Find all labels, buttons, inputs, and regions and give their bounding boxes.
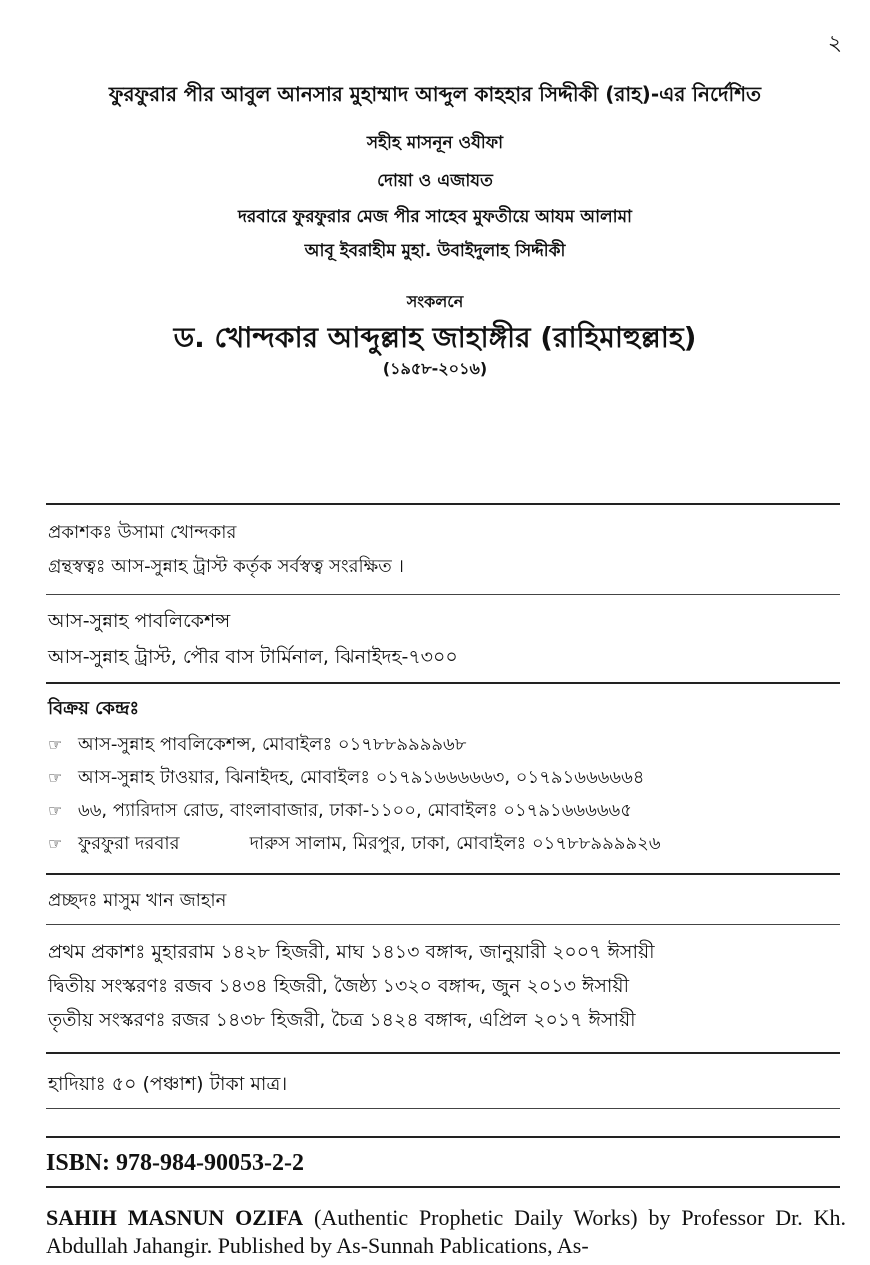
english-description (46, 1204, 846, 1260)
price-line: হাদিয়াঃ ৫০ (পঞ্চাশ) টাকা মাত্র। (48, 1073, 288, 1095)
sales-item (48, 763, 644, 794)
pir-name: আবূ ইবরাহীম মুহা. উবাইদুলাহ সিদ্দীকী (304, 241, 566, 261)
divider (46, 503, 840, 505)
pointing-hand-icon: ☞ (48, 768, 63, 787)
pointing-hand-icon: ☞ (48, 801, 63, 820)
book-subtitle: দোয়া ও এজাযত (377, 171, 493, 191)
divider (46, 1052, 840, 1054)
edition-line: তৃতীয় সংস্করণঃ রজর ১৪৩৮ হিজরী, চৈত্র ১৪২৪ বঙ্গাব্দ, এপ্রিল ২০১৭ ঈসায়ী (48, 1009, 636, 1031)
divider (46, 594, 840, 595)
page-number: ২ (827, 31, 842, 56)
author-years: (১৯৫৮-২০১৬) (382, 359, 488, 378)
divider (46, 1186, 840, 1188)
divider (46, 682, 840, 684)
publication-address: আস-সুন্নাহ ট্রাস্ট, পৌর বাস টার্মিনাল, ঝিনাইদহ-৭৩০০ (48, 646, 458, 668)
sales-item-text: ফুরফুরা দরবার (78, 833, 180, 854)
sales-item-text: দারুস সালাম, মিরপুর, ঢাকা, মোবাইলঃ ০১৭৮৮৯৯৯৯২৬ (249, 833, 661, 854)
directive-line: ফুরফুরার পীর আবুল আনসার মুহাম্মাদ আব্দুল কাহহার সিদ্দীকী (রাহ)-এর নির্দেশিত (108, 82, 762, 106)
divider (46, 1136, 840, 1138)
publication-name: আস-সুন্নাহ পাবলিকেশন্স (48, 610, 231, 632)
copyright-line: গ্রন্থস্বত্বঃ আস-সুন্নাহ ট্রাস্ট কর্তৃক সর্বস্বত্ব সংরক্ষিত । (48, 556, 404, 577)
author-name: ড. খোন্দকার আব্দুল্লাহ জাহাঙ্গীর (রাহিমাহুল্লাহ) (173, 321, 697, 354)
book-title: সহীহ মাসনূন ওযীফা (366, 133, 504, 153)
publisher-line: প্রকাশকঃ উসামা খোন্দকার (48, 522, 237, 543)
edition-line: দ্বিতীয় সংস্করণঃ রজব ১৪৩৪ হিজরী, জৈষ্ঠ্য ১৩২০ বঙ্গাব্দ, জুন ২০১৩ ঈসায়ী (48, 975, 630, 997)
sales-item (48, 829, 661, 860)
sales-item-text: আস-সুন্নাহ পাবলিকেশন্স, মোবাইলঃ ০১৭৮৮৯৯৯৯৬৮ (78, 734, 467, 755)
sales-item-text: আস-সুন্নাহ টাওয়ার, ঝিনাইদহ, মোবাইলঃ ০১৭৯১৬৬৬৬৬৩, ০১৭৯১৬৬৬৬৬৪ (78, 767, 645, 788)
english-rest: (Authentic Prophetic Daily Works) by Professor Dr. Kh. Abdullah Jahangir. Published by As-Sunnah Pablications, As- (46, 1205, 846, 1258)
darbar-line: দরবারে ফুরফুরার মেজ পীর সাহেব মুফতীয়ে আযম আলামা (238, 207, 632, 227)
sales-item (48, 730, 466, 761)
pointing-hand-icon: ☞ (48, 834, 63, 853)
divider (46, 873, 840, 875)
divider (46, 924, 840, 925)
compiled-label: সংকলনে (406, 292, 464, 311)
pointing-hand-icon: ☞ (48, 735, 63, 754)
edition-line: প্রথম প্রকাশঃ মুহাররাম ১৪২৮ হিজরী, মাঘ ১৪১৩ বঙ্গাব্দ, জানুয়ারী ২০০৭ ঈসায়ী (48, 941, 655, 963)
sales-item (48, 796, 632, 827)
divider (46, 1108, 840, 1109)
isbn: ISBN: 978-984-90053-2-2 (46, 1150, 304, 1176)
cover-credit: প্রচ্ছদঃ মাসুম খান জাহান (48, 890, 227, 911)
sales-item-text: ৬৬, প্যারিদাস রোড, বাংলাবাজার, ঢাকা-১১০০, মোবাইলঃ ০১৭৯১৬৬৬৬৬৫ (78, 800, 632, 821)
english-title: SAHIH MASNUN OZIFA (46, 1205, 304, 1230)
sales-heading: বিক্রয় কেন্দ্রঃ (48, 698, 140, 719)
